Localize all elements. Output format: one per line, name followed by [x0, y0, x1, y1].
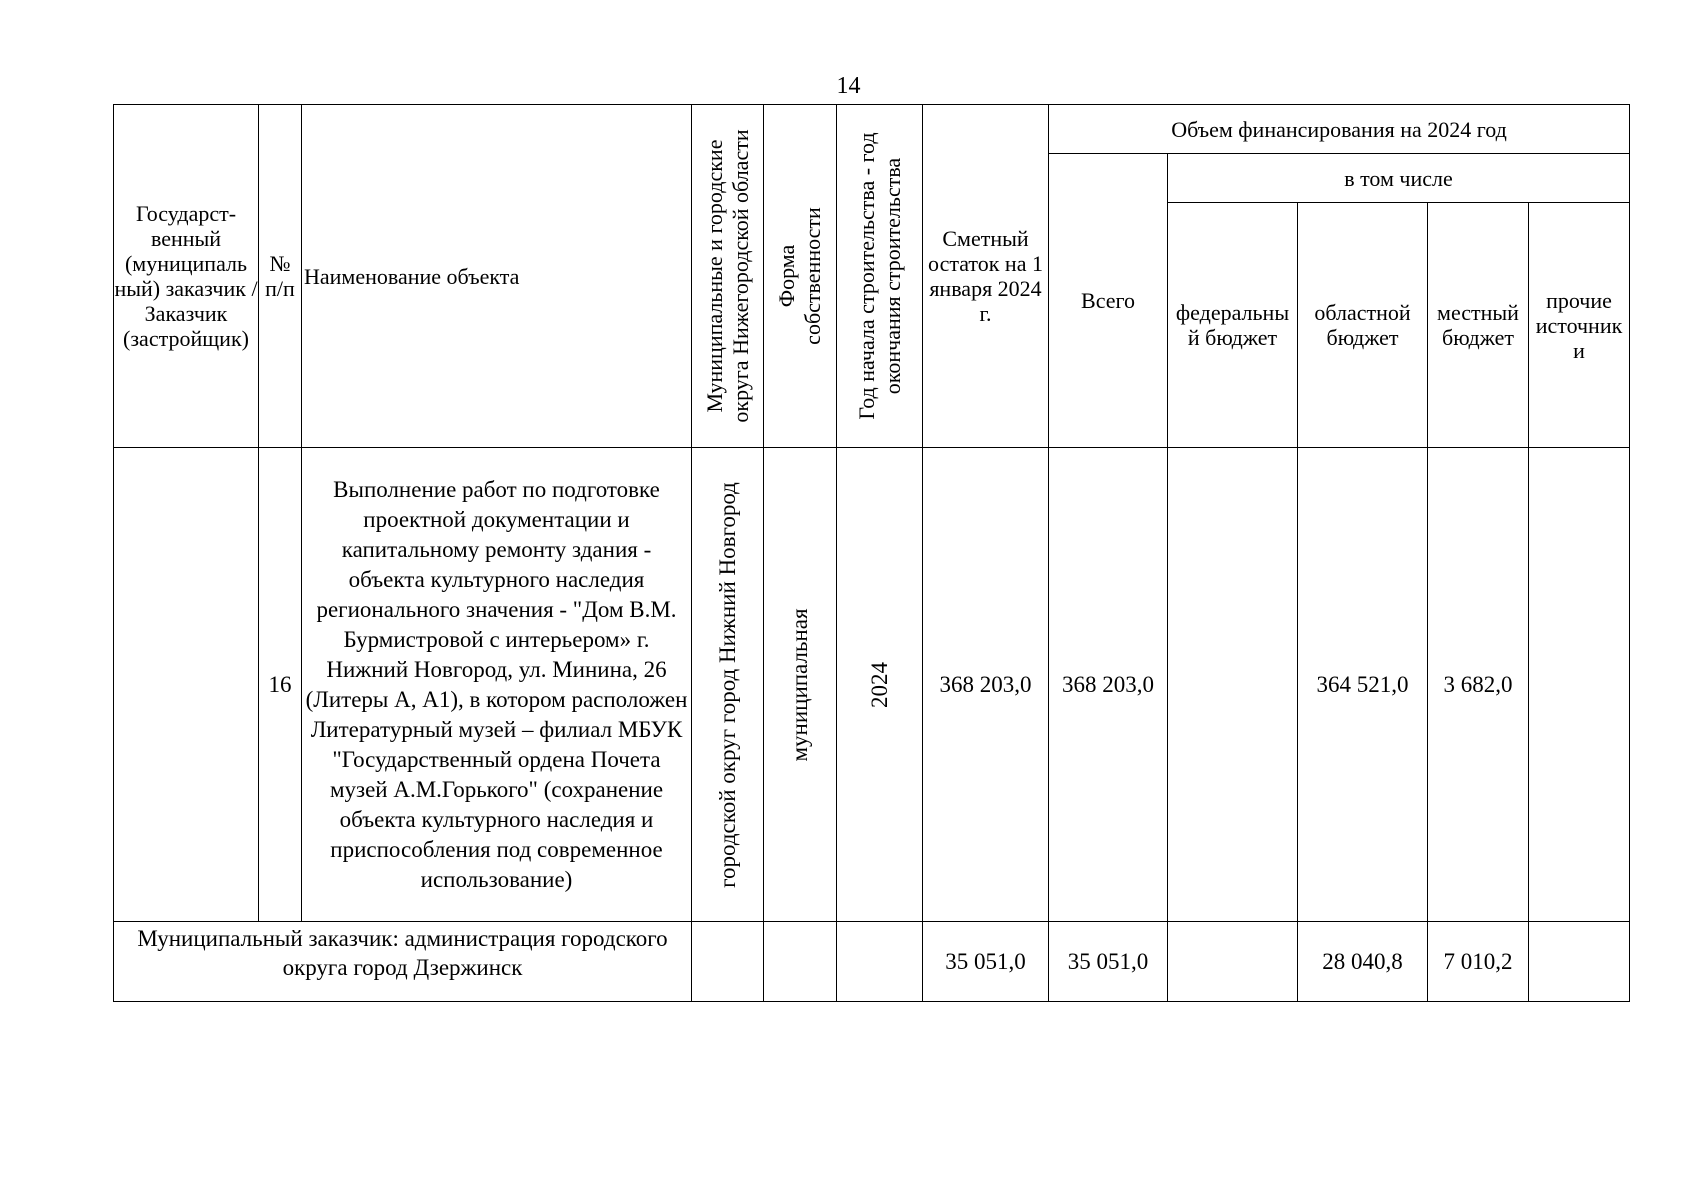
row-ownership-text: муниципальная — [787, 607, 812, 762]
row-number: 16 — [259, 448, 302, 922]
row-estimate-balance: 368 203,0 — [923, 448, 1049, 922]
row-municipality-text: городской округ город Нижний Новгород — [714, 481, 740, 888]
header-federal: федеральны й бюджет — [1168, 203, 1298, 448]
row-total: 368 203,0 — [1049, 448, 1168, 922]
row-municipality — [692, 448, 764, 922]
row-years-text: 2024 — [866, 661, 892, 708]
header-row-number: № п/п — [259, 105, 302, 448]
header-including: в том числе — [1168, 154, 1630, 203]
header-municipality — [692, 105, 764, 448]
header-regional: областной бюджет — [1298, 203, 1428, 448]
funding-table — [113, 104, 1630, 1002]
summary-total: 35 051,0 — [1049, 922, 1168, 1002]
header-funding-title: Объем финансирования на 2024 год — [1049, 105, 1630, 154]
summary-federal — [1168, 922, 1298, 1002]
page-number: 14 — [836, 73, 861, 99]
table-row — [114, 448, 1630, 922]
summary-other — [1529, 922, 1630, 1002]
header-ownership-text: Форма собственности — [774, 207, 825, 345]
summary-row — [114, 922, 1630, 1002]
row-federal — [1168, 448, 1298, 922]
row-other — [1529, 448, 1630, 922]
row-customer — [114, 448, 259, 922]
summary-regional: 28 040,8 — [1298, 922, 1428, 1002]
header-object-name: Наименование объекта — [302, 105, 692, 448]
row-regional: 364 521,0 — [1298, 448, 1428, 922]
header-customer: Государст-венный (муниципаль ный) заказчик / Заказчик (застройщик) — [114, 105, 259, 448]
row-local: 3 682,0 — [1428, 448, 1529, 922]
header-years-text: Год начала строительства - год окончания строительства — [853, 132, 905, 420]
header-years — [837, 105, 923, 448]
header-total: Всего — [1049, 154, 1168, 448]
summary-ownership — [764, 922, 837, 1002]
row-ownership — [764, 448, 837, 922]
summary-estimate-balance: 35 051,0 — [923, 922, 1049, 1002]
summary-label: Муниципальный заказчик: администрация городского округа город Дзержинск — [114, 922, 692, 1002]
row-years — [837, 448, 923, 922]
header-other: прочие источник и — [1529, 203, 1630, 448]
header-local: местный бюджет — [1428, 203, 1529, 448]
header-municipality-text: Муниципальные и городские округа Нижегородской области — [701, 129, 753, 423]
summary-years — [837, 922, 923, 1002]
header-estimate-balance: Сметный остаток на 1 января 2024 г. — [923, 105, 1049, 448]
header-ownership — [764, 105, 837, 448]
summary-local: 7 010,2 — [1428, 922, 1529, 1002]
summary-municipality — [692, 922, 764, 1002]
row-object-name: Выполнение работ по подготовке проектной документации и капитальному ремонту здания - объекта культурного наследия регионального значения - "Дом В.М. Бурмистровой с интерьером» г. Нижний Новгород, ул. Минина, 26 (Литеры А, А1), в котором расположен Литературный музей – филиал МБУК "Государственный ордена Почета музей А.М.Горького" (сохранение объекта культурного наследия и приспособления под современное использование) — [302, 448, 692, 922]
